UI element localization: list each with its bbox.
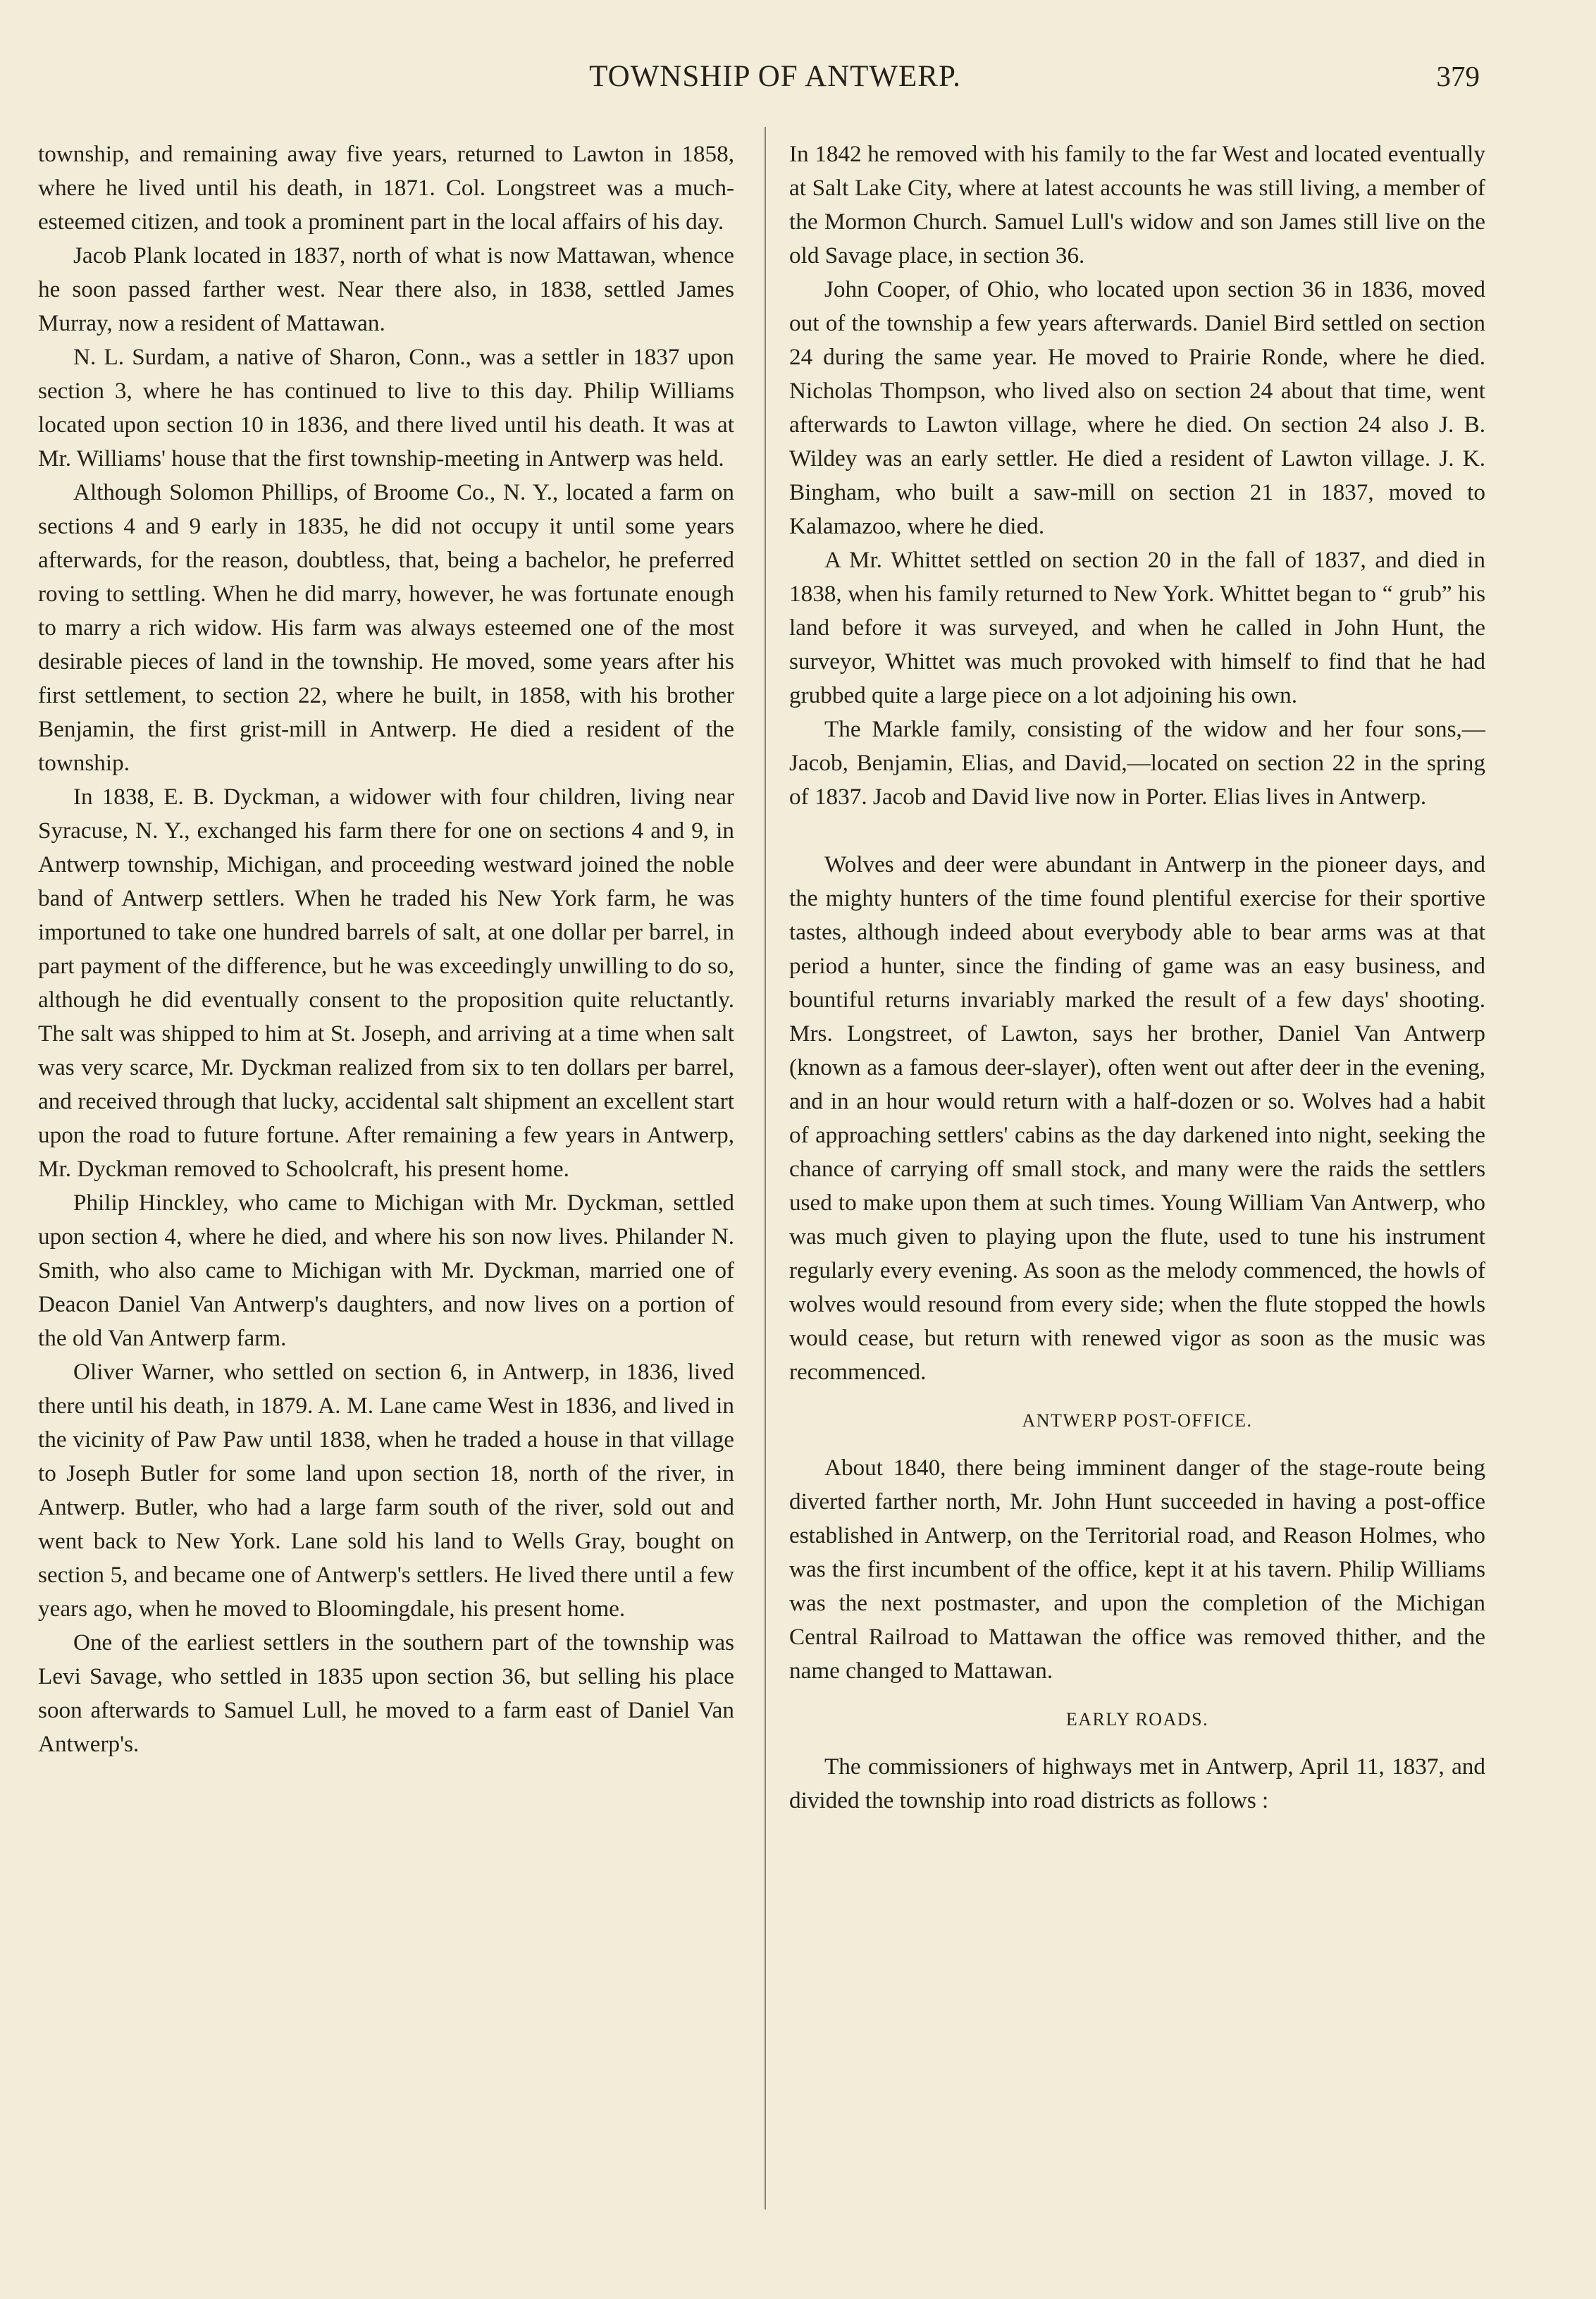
paragraph: Oliver Warner, who settled on section 6, in Antwerp, in 1836, lived there until his death, in 1879. A. M. Lane came West in 1836, and lived in the vicinity of Paw Paw until 1838, when he traded a house in that village to Joseph Butler for some land upon section 18, north of the river, in Antwerp. Butler, who had a large farm south of the river, sold out and went back to New York. Lane sold his land to Wells Gray, bought on section 5, and became one of Antwerp's settlers. He lived there until a few years ago, when he moved to Bloomingdale, his present home.: [38, 1359, 734, 1622]
left-column: [38, 137, 734, 1761]
paragraph: Philip Hinckley, who came to Michigan with Mr. Dyckman, settled upon section 4, where he died, and where his son now lives. Philander N. Smith, who also came to Michigan with Mr. Dyckman, married one of Deacon Daniel Van Antwerp's daughters, and now lives on a portion of the old Van Antwerp farm.: [38, 1190, 734, 1351]
section-heading-post-office: ANTWERP POST-OFFICE.: [1022, 1410, 1253, 1431]
paragraph: In 1842 he removed with his family to the far West and located eventually at Salt Lake City, where at latest accounts he was still living, a member of the Mormon Church. Samuel Lull's widow and son James still live on the old Savage place, in section 36.: [789, 141, 1485, 269]
paragraph: About 1840, there being imminent danger of the stage-route being diverted farther north, Mr. John Hunt succeeded in having a post-office established in Antwerp, on the Territorial road, and Reason Holmes, who was the first incumbent of the office, kept it at his tavern. Philip Williams was the next postmaster, and upon the completion of the Michigan Central Railroad to Mattawan the office was removed thither, and the name changed to Mattawan.: [789, 1455, 1485, 1684]
page-header: [70, 59, 1480, 101]
paragraph: John Cooper, of Ohio, who located upon section 36 in 1836, moved out of the township a few years afterwards. Daniel Bird settled on section 24 during the same year. He moved to Prairie Ronde, where he died. Nicholas Thompson, who lived also on section 24 about that time, went afterwards to Lawton village, where he died. On section 24 also J. B. Wildey was an early settler. He died a resident of Lawton village. J. K. Bingham, who built a saw-mill on section 21 in 1837, moved to Kalamazoo, where he died.: [789, 276, 1485, 539]
paragraph: Although Solomon Phillips, of Broome Co., N. Y., located a farm on sections 4 and 9 early in 1835, he did not occupy it until some years afterwards, for the reason, doubtless, that, being a bachelor, he preferred roving to settling. When he did marry, however, he was fortunate enough to marry a rich widow. His farm was always esteemed one of the most desirable pieces of land in the township. He moved, some years after his first settlement, to section 22, where he built, in 1858, with his brother Benjamin, the first grist-mill in Antwerp. He died a resident of the township.: [38, 479, 734, 776]
paragraph: In 1838, E. B. Dyckman, a widower with four children, living near Syracuse, N. Y., exchanged his farm there for one on sections 4 and 9, in Antwerp township, Michigan, and proceeding westward joined the noble band of Antwerp settlers. When he traded his New York farm, he was importuned to take one hundred barrels of salt, at one dollar per barrel, in part payment of the difference, but he was exceedingly unwilling to do so, although he did eventually consent to the proposition quite reluctantly. The salt was shipped to him at St. Joseph, and arriving at a time when salt was very scarce, Mr. Dyckman realized from six to ten dollars per barrel, and received through that lucky, accidental salt shipment an excellent start upon the road to future fortune. After remaining a few years in Antwerp, Mr. Dyckman removed to Schoolcraft, his present home.: [38, 784, 734, 1182]
paragraph: The commissioners of highways met in Antwerp, April 11, 1837, and divided the township into road districts as follows :: [789, 1753, 1485, 1813]
paragraph: Wolves and deer were abundant in Antwerp in the pioneer days, and the mighty hunters of the time found plentiful exercise for their sportive tastes, although indeed about everybody able to bear arms was at that period a hunter, since the finding of game was an easy business, and bountiful returns invariably marked the result of a few days' shooting. Mrs. Longstreet, of Lawton, says her brother, Daniel Van Antwerp (known as a famous deer-slayer), often went out after deer in the evening, and in an hour would return with a half-dozen or so. Wolves had a habit of approaching settlers' cabins as the day darkened into night, seeking the chance of carrying off small stock, and many were the raids the settlers used to make upon them at such times. Young William Van Antwerp, who was much given to playing upon the flute, used to tune his instrument regularly every evening. As soon as the melody commenced, the howls of wolves would resound from every side; when the flute stopped the howls would cease, but return with renewed vigor as soon as the music was recommenced.: [789, 851, 1485, 1385]
running-title: TOWNSHIP OF ANTWERP.: [589, 60, 961, 93]
paragraph: One of the earliest settlers in the southern part of the township was Levi Savage, who settled in 1835 upon section 36, but selling his place soon afterwards to Samuel Lull, he moved to a farm east of Daniel Van Antwerp's.: [38, 1629, 734, 1757]
right-column: [789, 137, 1485, 1818]
paragraph: A Mr. Whittet settled on section 20 in the fall of 1837, and died in 1838, when his family returned to New York. Whittet began to “ grub” his land before it was surveyed, and when he called in John Hunt, the surveyor, Whittet was much provoked with himself to find that he had grubbed quite a large piece on a lot adjoining his own.: [789, 547, 1485, 708]
column-divider: [765, 127, 766, 2209]
paragraph: N. L. Surdam, a native of Sharon, Conn., was a settler in 1837 upon section 3, where he has continued to live to this day. Philip Williams located upon section 10 in 1836, and there lived until his death. It was at Mr. Williams' house that the first township-meeting in Antwerp was held.: [38, 344, 734, 471]
paragraph: The Markle family, consisting of the widow and her four sons,—Jacob, Benjamin, Elias, and David,—located on section 22 in the spring of 1837. Jacob and David live now in Porter. Elias lives in Antwerp.: [789, 716, 1485, 810]
page-number: 379: [1436, 60, 1480, 92]
paragraph: township, and remaining away five years, returned to Lawton in 1858, where he lived until his death, in 1871. Col. Longstreet was a much-esteemed citizen, and took a prominent part in the local affairs of his day.: [38, 141, 734, 235]
paragraph: Jacob Plank located in 1837, north of what is now Mattawan, whence he soon passed farther west. Near there also, in 1838, settled James Murray, now a resident of Mattawan.: [38, 242, 734, 336]
section-heading-early-roads: EARLY ROADS.: [1065, 1709, 1209, 1730]
